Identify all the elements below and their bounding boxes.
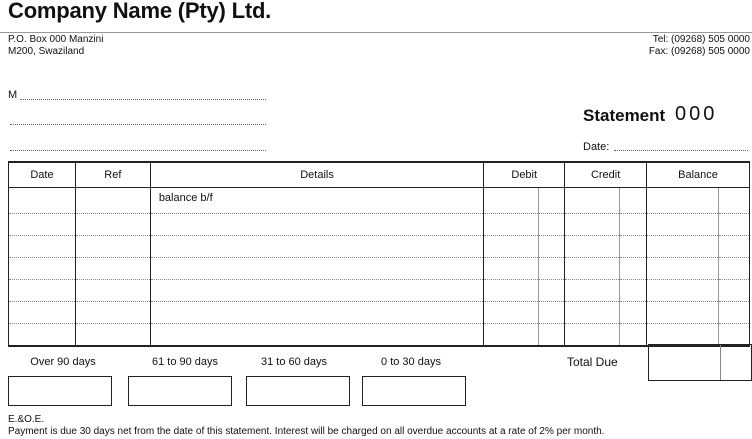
debit-cents-cell[interactable] [539, 214, 565, 236]
debit-cell[interactable] [484, 258, 539, 280]
ageing-box-31-60[interactable] [246, 376, 350, 406]
debit-cell[interactable] [484, 302, 539, 324]
table-row [9, 280, 750, 302]
company-contact [649, 34, 750, 58]
header-details: Details [150, 162, 483, 188]
total-due-label: Total Due [567, 355, 618, 369]
address-line-2: M200, Swaziland [8, 46, 85, 57]
statement-table [8, 161, 750, 347]
addressee-line-1[interactable] [20, 99, 266, 100]
credit-cell[interactable] [565, 188, 620, 214]
credit-cell[interactable] [565, 324, 620, 347]
date-field[interactable] [614, 150, 748, 151]
balance-cents-cell[interactable] [718, 214, 749, 236]
debit-cents-cell[interactable] [539, 258, 565, 280]
details-cell[interactable] [150, 302, 483, 324]
table-row [9, 302, 750, 324]
date-cell[interactable] [9, 280, 76, 302]
credit-cell[interactable] [565, 280, 620, 302]
balance-cell[interactable] [647, 214, 719, 236]
addressee-line-3[interactable] [10, 150, 266, 151]
balance-cell[interactable] [647, 324, 719, 347]
debit-cents-cell[interactable] [539, 236, 565, 258]
credit-cents-cell[interactable] [620, 188, 647, 214]
header-debit: Debit [484, 162, 565, 188]
balance-cell[interactable] [647, 188, 719, 214]
credit-cents-cell[interactable] [620, 280, 647, 302]
addressee-line-2[interactable] [10, 124, 266, 125]
credit-cell[interactable] [565, 236, 620, 258]
telephone: Tel: (09268) 505 0000 [652, 34, 750, 45]
balance-cents-cell[interactable] [718, 188, 749, 214]
details-cell[interactable] [150, 188, 483, 214]
eoe-note: E.&O.E. [8, 414, 45, 425]
ageing-label-over-90: Over 90 days [30, 356, 96, 368]
ageing-label-31-60: 31 to 60 days [260, 356, 328, 368]
date-cell[interactable] [9, 324, 76, 347]
table-header-row [9, 162, 750, 188]
date-label: Date: [583, 141, 610, 153]
balance-cents-cell[interactable] [718, 258, 749, 280]
credit-cents-cell[interactable] [620, 302, 647, 324]
table-row [9, 214, 750, 236]
ref-cell[interactable] [75, 236, 150, 258]
ref-cell[interactable] [75, 258, 150, 280]
debit-cents-cell[interactable] [539, 324, 565, 347]
balance-cell[interactable] [647, 236, 719, 258]
table-row [9, 188, 750, 214]
credit-cents-cell[interactable] [620, 236, 647, 258]
details-cell[interactable] [150, 324, 483, 347]
header-date: Date [9, 162, 76, 188]
statement-number: 000 [675, 103, 718, 125]
details-cell[interactable] [150, 258, 483, 280]
total-due-box[interactable] [648, 344, 752, 381]
balance-cents-cell[interactable] [718, 236, 749, 258]
date-cell[interactable] [9, 302, 76, 324]
balance-cents-cell[interactable] [718, 302, 749, 324]
details-cell[interactable] [150, 214, 483, 236]
ageing-box-61-90[interactable] [128, 376, 232, 406]
printer-credit [0, 276, 1, 315]
balance-bf-label: balance b/f [158, 192, 213, 204]
debit-cents-cell[interactable] [539, 302, 565, 324]
debit-cell[interactable] [484, 280, 539, 302]
credit-cents-cell[interactable] [620, 258, 647, 280]
table-row [9, 324, 750, 347]
credit-cell[interactable] [565, 214, 620, 236]
debit-cents-cell[interactable] [539, 280, 565, 302]
ageing-box-0-30[interactable] [362, 376, 466, 406]
debit-cell[interactable] [484, 188, 539, 214]
ref-cell[interactable] [75, 188, 150, 214]
addressee-prefix: M [8, 89, 18, 101]
balance-cents-cell[interactable] [718, 280, 749, 302]
credit-cents-cell[interactable] [620, 324, 647, 347]
credit-cell[interactable] [565, 258, 620, 280]
header-ref: Ref [75, 162, 150, 188]
date-cell[interactable] [9, 236, 76, 258]
balance-cell[interactable] [647, 302, 719, 324]
statement-label: Statement [583, 106, 666, 125]
ref-cell[interactable] [75, 324, 150, 347]
payment-terms: Payment is due 30 days net from the date of this statement. Interest will be charged on all overdue accounts at a rate of 2% per month. [8, 426, 605, 437]
header-divider [0, 32, 752, 33]
address-line-1: P.O. Box 000 Manzini [8, 34, 104, 45]
date-cell[interactable] [9, 214, 76, 236]
debit-cell[interactable] [484, 324, 539, 347]
balance-cents-cell[interactable] [718, 324, 749, 347]
ref-cell[interactable] [75, 214, 150, 236]
date-cell[interactable] [9, 188, 76, 214]
ref-cell[interactable] [75, 302, 150, 324]
balance-cell[interactable] [647, 280, 719, 302]
company-name: Company Name (Pty) Ltd. [8, 0, 272, 23]
header-credit: Credit [565, 162, 647, 188]
ageing-box-over-90[interactable] [8, 376, 112, 406]
details-cell[interactable] [150, 280, 483, 302]
debit-cell[interactable] [484, 236, 539, 258]
fax: Fax: (09268) 505 0000 [648, 46, 750, 57]
ageing-label-61-90: 61 to 90 days [151, 356, 219, 368]
date-cell[interactable] [9, 258, 76, 280]
header-balance: Balance [647, 162, 750, 188]
ageing-label-0-30: 0 to 30 days [381, 356, 441, 368]
debit-cell[interactable] [484, 214, 539, 236]
credit-cell[interactable] [565, 302, 620, 324]
company-address [8, 34, 103, 58]
credit-cents-cell[interactable] [620, 214, 647, 236]
details-cell[interactable] [150, 236, 483, 258]
table-row [9, 258, 750, 280]
debit-cents-cell[interactable] [539, 188, 565, 214]
balance-cell[interactable] [647, 258, 719, 280]
table-row [9, 236, 750, 258]
ref-cell[interactable] [75, 280, 150, 302]
